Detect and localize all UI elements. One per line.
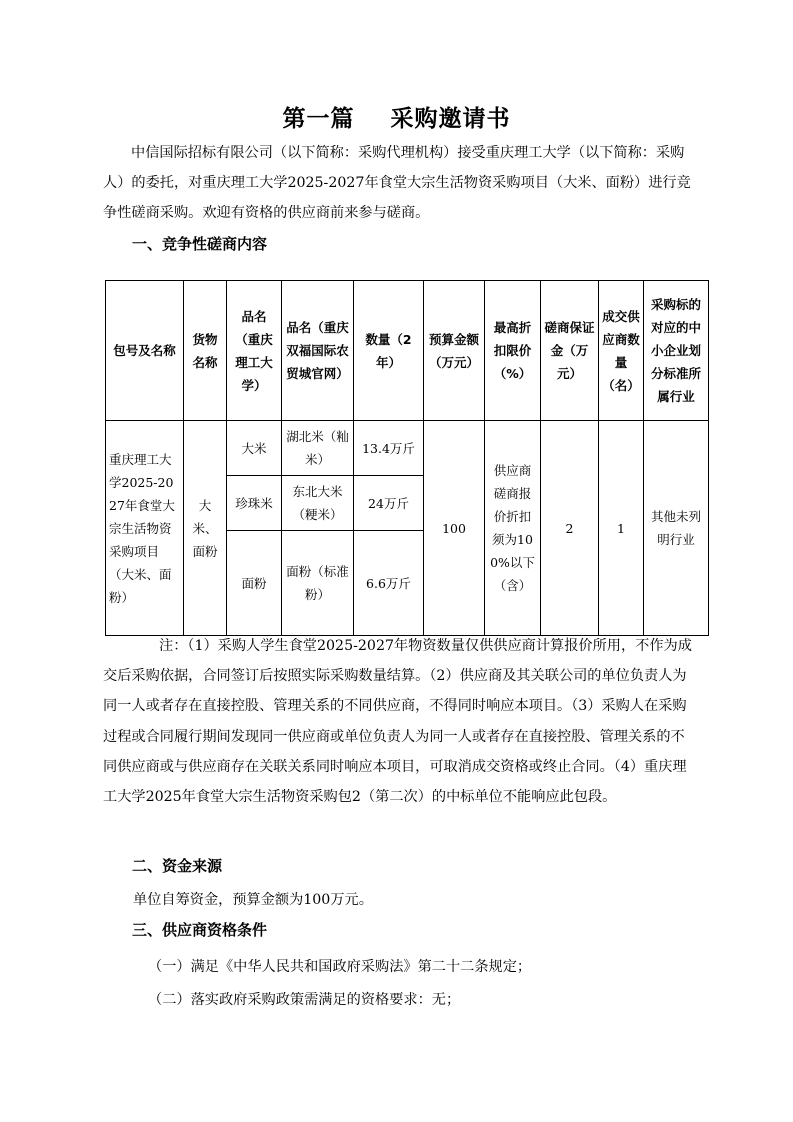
header-industry: 采购标的对应的中小企业划分标准所属行业 (644, 281, 709, 421)
official-name-cell: 东北大米（粳米） (282, 476, 354, 531)
item-name-cell: 面粉 (227, 531, 282, 636)
intro-text: 中信国际招标有限公司（以下简称：采购代理机构）接受重庆理工大学（以下简称：采购人）的委托，对重庆理工大学2025-2027年食堂大宗生活物资采购项目（大米、面粉）进行竞争性磋商采购。欢迎有资格的供应商前来参与磋商。 (103, 145, 691, 221)
suppliers-cell: 1 (599, 421, 644, 636)
header-deposit: 磋商保证金（万元） (541, 281, 599, 421)
item-name-cell: 大米 (227, 421, 282, 476)
header-item-name: 品名（重庆理工大学） (227, 281, 282, 421)
intro-paragraph (103, 138, 693, 228)
table-header-row (106, 281, 709, 421)
quantity-cell: 6.6万斤 (354, 531, 424, 636)
table-row (106, 421, 709, 476)
qualification-item-1: （一）满足《中华人民共和国政府采购法》第二十二条规定； (148, 959, 532, 975)
funding-text: 单位自筹资金，预算金额为100万元。 (133, 892, 373, 908)
section-heading-3: 三、供应商资格条件 (132, 921, 268, 939)
header-suppliers: 成交供应商数量（名） (599, 281, 644, 421)
note-text: 注：（1）采购人学生食堂2025-2027年物资数量仅供供应商计算报价所用，不作为成交后采购依据，合同签订后按照实际采购数量结算。（2）供应商及其关联公司的单位负责人为同一人或者存在直接控股、管理关系的不同供应商，不得同时响应本项目。（3）采购人在采购过程或合同履行期间发现同一供应商或单位负责人为同一人或者存在直接控股、管理关系的不同供应商或与供应商存在关联关系同时响应本项目，可取消成交资格或终止合同。（4）重庆理工大学2025年食堂大宗生活物资采购包2（第二次）的中标单位不能响应此包段。 (103, 638, 692, 806)
header-package: 包号及名称 (106, 281, 184, 421)
header-goods: 货物名称 (184, 281, 227, 421)
section-heading-2: 二、资金来源 (132, 857, 223, 875)
header-official-name: 品名（重庆双福国际农贸城官网） (282, 281, 354, 421)
item-name-cell: 珍珠米 (227, 476, 282, 531)
industry-cell: 其他未列明行业 (644, 421, 709, 636)
header-discount: 最高折扣限价（%） (485, 281, 541, 421)
official-name-cell: 湖北米（籼米） (282, 421, 354, 476)
official-name-cell: 面粉（标准粉） (282, 531, 354, 636)
qualification-item-2: （二）落实政府采购政策需满足的资格要求：无； (148, 992, 461, 1008)
quantity-cell: 24万斤 (354, 476, 424, 531)
header-quantity: 数量（2年） (354, 281, 424, 421)
discount-cell: 供应商磋商报价折扣须为100%以下（含） (485, 421, 541, 636)
procurement-table (105, 280, 709, 636)
section-heading-1: 一、竞争性磋商内容 (132, 235, 268, 253)
quantity-cell: 13.4万斤 (354, 421, 424, 476)
header-budget: 预算金额（万元） (424, 281, 485, 421)
goods-cell: 大米、面粉 (184, 421, 227, 636)
page-title: 第一篇 采购邀请书 (282, 106, 511, 132)
deposit-cell: 2 (541, 421, 599, 636)
table-note (103, 631, 693, 812)
budget-cell: 100 (424, 421, 485, 636)
package-cell: 重庆理工大学2025-2027年食堂大宗生活物资采购项目（大米、面粉） (106, 421, 184, 636)
